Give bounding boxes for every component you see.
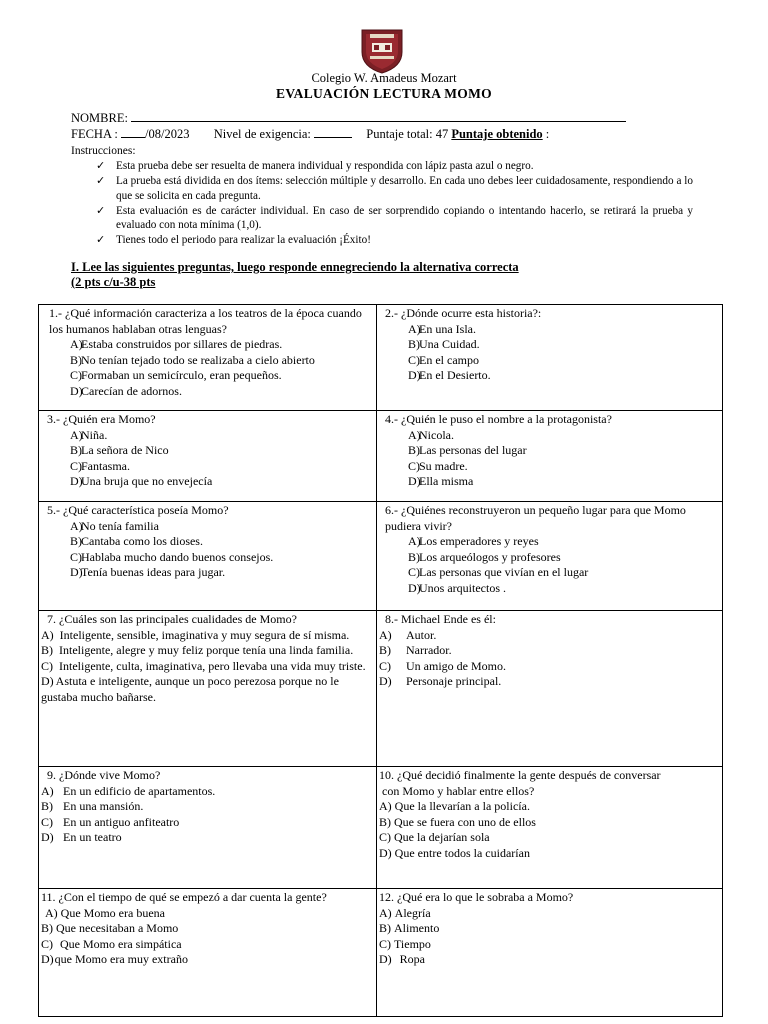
date-line — [71, 126, 549, 142]
option[interactable]: C) Las personas que vivían en el lugar — [408, 565, 589, 579]
question-10: 10. ¿Qué decidió finalmente la gente después de conversar con Momo y hablar entre ellos? A) Que la llevarían a la policía. B) Que se fuera con uno de ellos C) Que la dejarían sola D) Que entre todos la cuidarían — [377, 767, 723, 889]
question-2: 2.- ¿Dónde ocurre esta historia?: A) En una Isla. B) Una Cuidad. C) En el campo D) En el Desierto. — [377, 305, 723, 411]
option[interactable]: A) Inteligente, sensible, imaginativa y muy segura de sí misma. — [41, 627, 350, 642]
question-11: 11. ¿Con el tiempo de qué se empezó a dar cuenta la gente? A) Que Momo era buena B) Que necesitaban a Momo C) Que Momo era simpática D)que Momo era muy extraño — [39, 889, 377, 1017]
checkmark-icon: ✓ — [96, 204, 106, 217]
question-7: 7. ¿Cuáles son las principales cualidades de Momo? A) Inteligente, sensible, imaginativa y muy segura de sí misma. B) Inteligente, alegre y muy feliz porque tenía una linda familia. C) Inteligente, culta, imaginativa, pero llevaba una vida muy triste. D) Astuta e inteligente, aunque un poco perezosa porque no le gustaba mucho bañarse. — [39, 611, 377, 767]
option[interactable]: C) En un antiguo anfiteatro — [41, 814, 180, 829]
school-name: Colegio W. Amadeus Mozart — [311, 71, 457, 85]
option[interactable]: D) Carecían de adornos. — [70, 383, 182, 398]
option[interactable]: D) En un teatro — [41, 830, 122, 844]
option[interactable]: A) No tenía familia — [70, 518, 159, 533]
option[interactable]: D) Una bruja que no envejecía — [70, 474, 213, 488]
option[interactable]: D) Tenía buenas ideas para jugar. — [70, 565, 226, 579]
question-8: 8.- Michael Ende es él: A) Autor. B) Narrador. C) Un amigo de Momo. D) Personaje principal. — [377, 611, 723, 767]
question-5: 5.- ¿Qué característica poseía Momo? A) No tenía familia B) Cantaba como los dioses. C) Hablaba mucho dando buenos consejos. D) Tenía buenas ideas para jugar. — [39, 502, 377, 611]
exam-title: EVALUACIÓN LECTURA MOMO — [276, 86, 492, 101]
date-suffix: /08/2023 — [145, 127, 190, 141]
obtained-colon: : — [545, 127, 550, 141]
option[interactable]: C) Que la dejarían sola — [379, 830, 490, 844]
option[interactable]: B) Los arqueólogos y profesores — [408, 549, 561, 564]
name-label: NOMBRE: — [71, 111, 128, 125]
option[interactable]: B) La señora de Nico — [70, 443, 169, 457]
school-crest-logo — [358, 26, 406, 74]
option[interactable]: B) Las personas del lugar — [408, 443, 527, 457]
option[interactable]: A) Autor. — [379, 627, 437, 642]
option[interactable]: B) Una Cuidad. — [408, 337, 480, 351]
question-12: 12. ¿Qué era lo que le sobraba a Momo? A) Alegría B) Alimento C) Tiempo D) Ropa — [377, 889, 723, 1017]
instruction-item: ✓ La prueba está dividida en dos ítems: selección múltiple y desarrollo. En cada uno debes leer cuidadosamente, respondiendo a lo que se solicita en cada pregunta. — [96, 175, 693, 202]
option[interactable]: C) Que Momo era simpática — [41, 936, 182, 951]
option[interactable]: C) Tiempo — [379, 936, 431, 951]
option[interactable]: B) Inteligente, alegre y muy feliz porque tenía una linda familia. — [41, 643, 354, 657]
option[interactable]: A) En un edificio de apartamentos. — [41, 783, 216, 798]
instruction-item: ✓ Esta evaluación es de carácter individual. En caso de ser sorprendido copiando o intentando hacerlo, se retirará la prueba y evaluado con nota mínima (1,0). — [96, 204, 693, 231]
option[interactable]: C) Un amigo de Momo. — [379, 658, 506, 673]
option[interactable]: A) En una Isla. — [408, 321, 476, 336]
section-heading: I. Lee las siguientes preguntas, luego responde ennegreciendo la alternativa correcta (2 pts c/u-38 pts — [71, 260, 519, 289]
level-label: Nivel de exigencia: — [213, 127, 311, 141]
option[interactable]: A) Que la llevarían a la policía. — [379, 799, 530, 813]
instruction-item: ✓ Esta prueba debe ser resuelta de manera individual y respondida con lápiz pasta azul o negro. — [96, 160, 534, 172]
option[interactable]: C) Su madre. — [408, 458, 468, 473]
option[interactable]: A) Alegría — [379, 905, 431, 920]
option[interactable]: A) Que Momo era buena — [45, 905, 165, 920]
question-6: 6.- ¿Quiénes reconstruyeron un pequeño lugar para que Momo pudiera vivir? A) Los emperadores y reyes B) Los arqueólogos y profesores C) Las personas que vivían en el lugar D) Unos arquitectos . — [377, 502, 723, 611]
option[interactable]: B) Alimento — [379, 921, 440, 935]
question-4: 4.- ¿Quién le puso el nombre a la protagonista? A) Nicola. B) Las personas del lugar C) Su madre. D) Ella misma — [377, 411, 723, 502]
option[interactable]: D) Unos arquitectos . — [408, 580, 506, 595]
instructions-title: Instrucciones: — [71, 145, 136, 157]
option[interactable]: C) En el campo — [408, 352, 479, 367]
option[interactable]: B) Que se fuera con uno de ellos — [379, 814, 536, 829]
day-field[interactable] — [121, 126, 145, 138]
option[interactable]: A) Estaba construidos por sillares de piedras. — [70, 337, 283, 351]
option[interactable]: A) Los emperadores y reyes — [408, 534, 539, 548]
option[interactable]: B) En una mansión. — [41, 799, 144, 813]
total-score-label: Puntaje total: 47 — [366, 127, 449, 141]
table-row — [39, 502, 723, 611]
option[interactable]: C) Fantasma. — [70, 458, 130, 473]
table-row — [39, 305, 723, 411]
option[interactable]: C) Inteligente, culta, imaginativa, pero llevaba una vida muy triste. — [41, 658, 366, 673]
question-9: 9. ¿Dónde vive Momo? A) En un edificio de apartamentos. B) En una mansión. C) En un antiguo anfiteatro D) En un teatro — [39, 767, 377, 889]
name-line — [71, 110, 626, 126]
questions-table — [38, 304, 723, 1017]
date-label: FECHA : — [71, 127, 118, 141]
option[interactable]: B) Que necesitaban a Momo — [41, 921, 179, 935]
option[interactable]: C) Hablaba mucho dando buenos consejos. — [70, 549, 274, 564]
table-row — [39, 767, 723, 889]
instructions-list — [96, 159, 693, 248]
option[interactable]: D) Ropa — [379, 952, 426, 966]
option[interactable]: B) No tenían tejado todo se realizaba a cielo abierto — [70, 352, 315, 367]
table-row — [39, 411, 723, 502]
option[interactable]: D) Ella misma — [408, 474, 474, 488]
option[interactable]: D) Que entre todos la cuidarían — [379, 845, 530, 860]
option[interactable]: C) Formaban un semicírculo, eran pequeños. — [70, 368, 282, 382]
checkmark-icon: ✓ — [96, 160, 106, 172]
name-field[interactable] — [131, 110, 626, 122]
obtained-score-label: Puntaje obtenido — [451, 127, 543, 141]
checkmark-icon: ✓ — [96, 234, 106, 246]
option[interactable]: B) Narrador. — [379, 643, 452, 657]
question-1: 1.- ¿Qué información caracteriza a los teatros de la época cuando los humanos hablaban otras lenguas? A) Estaba construidos por sillares de piedras. B) No tenían tejado todo se realizaba a cielo abierto C) Formaban un semicírculo, eran pequeños. D) Carecían de adornos. — [39, 305, 377, 411]
option[interactable]: B) Cantaba como los dioses. — [70, 534, 203, 548]
option[interactable]: A) Niña. — [70, 427, 108, 442]
option[interactable]: D) Personaje principal. — [379, 674, 502, 688]
instruction-item: ✓ Tienes todo el periodo para realizar la evaluación ¡Éxito! — [96, 234, 371, 246]
option[interactable]: D) Astuta e inteligente, aunque un poco perezosa porque no le gustaba mucho bañarse. — [41, 674, 339, 704]
checkmark-icon: ✓ — [96, 175, 106, 187]
option[interactable]: D) En el Desierto. — [408, 368, 491, 382]
question-3: 3.- ¿Quién era Momo? A) Niña. B) La señora de Nico C) Fantasma. D) Una bruja que no envejecía — [39, 411, 377, 502]
option[interactable]: D)que Momo era muy extraño — [41, 952, 188, 966]
table-row — [39, 889, 723, 1017]
level-field[interactable] — [314, 126, 352, 138]
table-row — [39, 611, 723, 767]
option[interactable]: A) Nicola. — [408, 427, 454, 442]
